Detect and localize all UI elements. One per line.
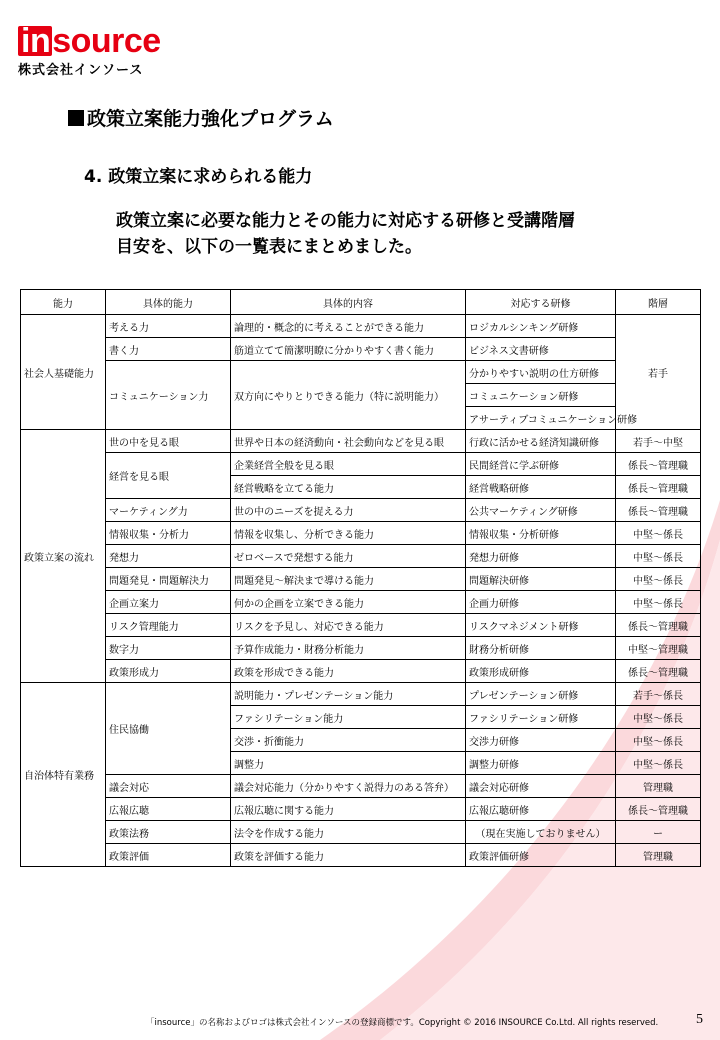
skill-cell: リスク管理能力 xyxy=(106,614,231,637)
content-cell: 企業経営全般を見る眼 xyxy=(231,453,466,476)
level-cell: 中堅～係長 xyxy=(616,752,701,775)
level-cell: 若手～係長 xyxy=(616,683,701,706)
level-cell: 係長～管理職 xyxy=(616,453,701,476)
training-cell: 情報収集・分析研修 xyxy=(466,522,616,545)
content-cell: 説明能力・プレゼンテーション能力 xyxy=(231,683,466,706)
skill-cell: 企画立案力 xyxy=(106,591,231,614)
level-cell: 中堅～係長 xyxy=(616,729,701,752)
table-header-row xyxy=(21,290,701,315)
table-row xyxy=(21,453,701,476)
skill-cell: 発想力 xyxy=(106,545,231,568)
training-cell: 議会対応研修 xyxy=(466,775,616,798)
content-cell: ゼロベースで発想する能力 xyxy=(231,545,466,568)
table-row xyxy=(21,591,701,614)
training-cell: ファシリテーション研修 xyxy=(466,706,616,729)
training-cell: （現在実施しておりません） xyxy=(466,821,616,844)
table-row xyxy=(21,499,701,522)
level-cell: 管理職 xyxy=(616,844,701,867)
section-title: 4. 政策立案に求められる能力 xyxy=(84,167,313,187)
table-row xyxy=(21,568,701,591)
page-number: 5 xyxy=(696,1012,703,1027)
group-name: 自治体特有業務 xyxy=(21,683,106,867)
training-cell: 公共マーケティング研修 xyxy=(466,499,616,522)
skill-cell: 議会対応 xyxy=(106,775,231,798)
level-cell: 係長～管理職 xyxy=(616,499,701,522)
content-cell: 交渉・折衝能力 xyxy=(231,729,466,752)
level-cell: 中堅～係長 xyxy=(616,522,701,545)
level-cell: 係長～管理職 xyxy=(616,476,701,499)
level-cell: 若手 xyxy=(616,315,701,430)
content-cell: 何かの企画を立案できる能力 xyxy=(231,591,466,614)
table-row xyxy=(21,637,701,660)
col-header-content: 具体的内容 xyxy=(231,290,466,315)
level-cell: 中堅～管理職 xyxy=(616,637,701,660)
skill-cell: 政策評価 xyxy=(106,844,231,867)
square-bullet-icon xyxy=(68,110,84,126)
col-header-skill: 具体的能力 xyxy=(106,290,231,315)
intro-line-1: 政策立案に必要な能力とその能力に対応する研修と受講階層 xyxy=(116,211,575,231)
group-name: 社会人基礎能力 xyxy=(21,315,106,430)
training-cell: ビジネス文書研修 xyxy=(466,338,616,361)
training-cell: 調整力研修 xyxy=(466,752,616,775)
content-cell: 政策を評価する能力 xyxy=(231,844,466,867)
content-cell: 広報広聴に関する能力 xyxy=(231,798,466,821)
content-cell: 世界や日本の経済動向・社会動向などを見る眼 xyxy=(231,430,466,453)
page-heading xyxy=(68,104,334,131)
skill-cell: 世の中を見る眼 xyxy=(106,430,231,453)
level-cell: 中堅～係長 xyxy=(616,545,701,568)
table-row xyxy=(21,614,701,637)
level-cell: ー xyxy=(616,821,701,844)
skill-cell: 問題発見・問題解決力 xyxy=(106,568,231,591)
level-cell: 係長～管理職 xyxy=(616,660,701,683)
ability-table xyxy=(20,289,701,867)
level-cell: 係長～管理職 xyxy=(616,614,701,637)
table-row xyxy=(21,844,701,867)
training-cell: 民間経営に学ぶ研修 xyxy=(466,453,616,476)
content-cell: 論理的・概念的に考えることができる能力 xyxy=(231,315,466,338)
training-cell: 交渉力研修 xyxy=(466,729,616,752)
level-cell: 中堅～係長 xyxy=(616,591,701,614)
skill-cell: 情報収集・分析力 xyxy=(106,522,231,545)
content-cell: 問題発見～解決まで導ける能力 xyxy=(231,568,466,591)
training-cell: リスクマネジメント研修 xyxy=(466,614,616,637)
training-cell: 経営戦略研修 xyxy=(466,476,616,499)
table-row xyxy=(21,430,701,453)
skill-cell: 書く力 xyxy=(106,338,231,361)
level-cell: 管理職 xyxy=(616,775,701,798)
content-cell: 議会対応能力（分かりやすく説得力のある答弁） xyxy=(231,775,466,798)
skill-cell: 政策法務 xyxy=(106,821,231,844)
table-row xyxy=(21,683,701,706)
table-row xyxy=(21,798,701,821)
col-header-level: 階層 xyxy=(616,290,701,315)
training-cell: 発想力研修 xyxy=(466,545,616,568)
skill-cell: 経営を見る眼 xyxy=(106,453,231,499)
company-name: 株式会社インソース xyxy=(18,63,144,78)
content-cell: ファシリテーション能力 xyxy=(231,706,466,729)
level-cell: 係長～管理職 xyxy=(616,798,701,821)
training-cell: ロジカルシンキング研修 xyxy=(466,315,616,338)
copyright-footer: 「insource」の名称およびロゴは株式会社インソースの登録商標です。Copyright © 2016 INSOURCE Co.Ltd. All rights reserved. xyxy=(146,1018,659,1028)
intro-text xyxy=(116,208,575,260)
content-cell: 双方向にやりとりできる能力（特に説明能力） xyxy=(231,361,466,430)
table-row xyxy=(21,315,701,338)
table-row xyxy=(21,775,701,798)
skill-cell: 住民協働 xyxy=(106,683,231,775)
content-cell: 経営戦略を立てる能力 xyxy=(231,476,466,499)
content-cell: 政策を形成できる能力 xyxy=(231,660,466,683)
logo-source: source xyxy=(52,22,161,60)
table-row xyxy=(21,821,701,844)
company-logo xyxy=(18,22,161,78)
training-cell: アサーティブコミュニケーション研修 xyxy=(466,407,616,430)
skill-cell: 考える力 xyxy=(106,315,231,338)
training-cell: 行政に活かせる経済知識研修 xyxy=(466,430,616,453)
training-cell: 分かりやすい説明の仕方研修 xyxy=(466,361,616,384)
intro-line-2: 目安を、以下の一覧表にまとめました。 xyxy=(116,237,422,257)
training-cell: 政策形成研修 xyxy=(466,660,616,683)
skill-cell: マーケティング力 xyxy=(106,499,231,522)
table-row xyxy=(21,545,701,568)
group-name: 政策立案の流れ xyxy=(21,430,106,683)
content-cell: 筋道立てて簡潔明瞭に分かりやすく書く能力 xyxy=(231,338,466,361)
table-row xyxy=(21,660,701,683)
skill-cell: コミュニケーション力 xyxy=(106,361,231,430)
table-row xyxy=(21,361,701,384)
content-cell: 予算作成能力・財務分析能力 xyxy=(231,637,466,660)
content-cell: 法令を作成する能力 xyxy=(231,821,466,844)
col-header-training: 対応する研修 xyxy=(466,290,616,315)
training-cell: コミュニケーション研修 xyxy=(466,384,616,407)
content-cell: リスクを予見し、対応できる能力 xyxy=(231,614,466,637)
table-row xyxy=(21,338,701,361)
skill-cell: 数字力 xyxy=(106,637,231,660)
training-cell: 問題解決研修 xyxy=(466,568,616,591)
table-row xyxy=(21,522,701,545)
logo-in: in xyxy=(18,26,52,56)
content-cell: 調整力 xyxy=(231,752,466,775)
training-cell: 政策評価研修 xyxy=(466,844,616,867)
page-heading-text: 政策立案能力強化プログラム xyxy=(87,108,334,130)
training-cell: プレゼンテーション研修 xyxy=(466,683,616,706)
skill-cell: 政策形成力 xyxy=(106,660,231,683)
training-cell: 財務分析研修 xyxy=(466,637,616,660)
skill-cell: 広報広聴 xyxy=(106,798,231,821)
content-cell: 世の中のニーズを捉える力 xyxy=(231,499,466,522)
level-cell: 若手～中堅 xyxy=(616,430,701,453)
level-cell: 中堅～係長 xyxy=(616,568,701,591)
level-cell: 中堅～係長 xyxy=(616,706,701,729)
training-cell: 広報広聴研修 xyxy=(466,798,616,821)
content-cell: 情報を収集し、分析できる能力 xyxy=(231,522,466,545)
col-header-ability: 能力 xyxy=(21,290,106,315)
training-cell: 企画力研修 xyxy=(466,591,616,614)
